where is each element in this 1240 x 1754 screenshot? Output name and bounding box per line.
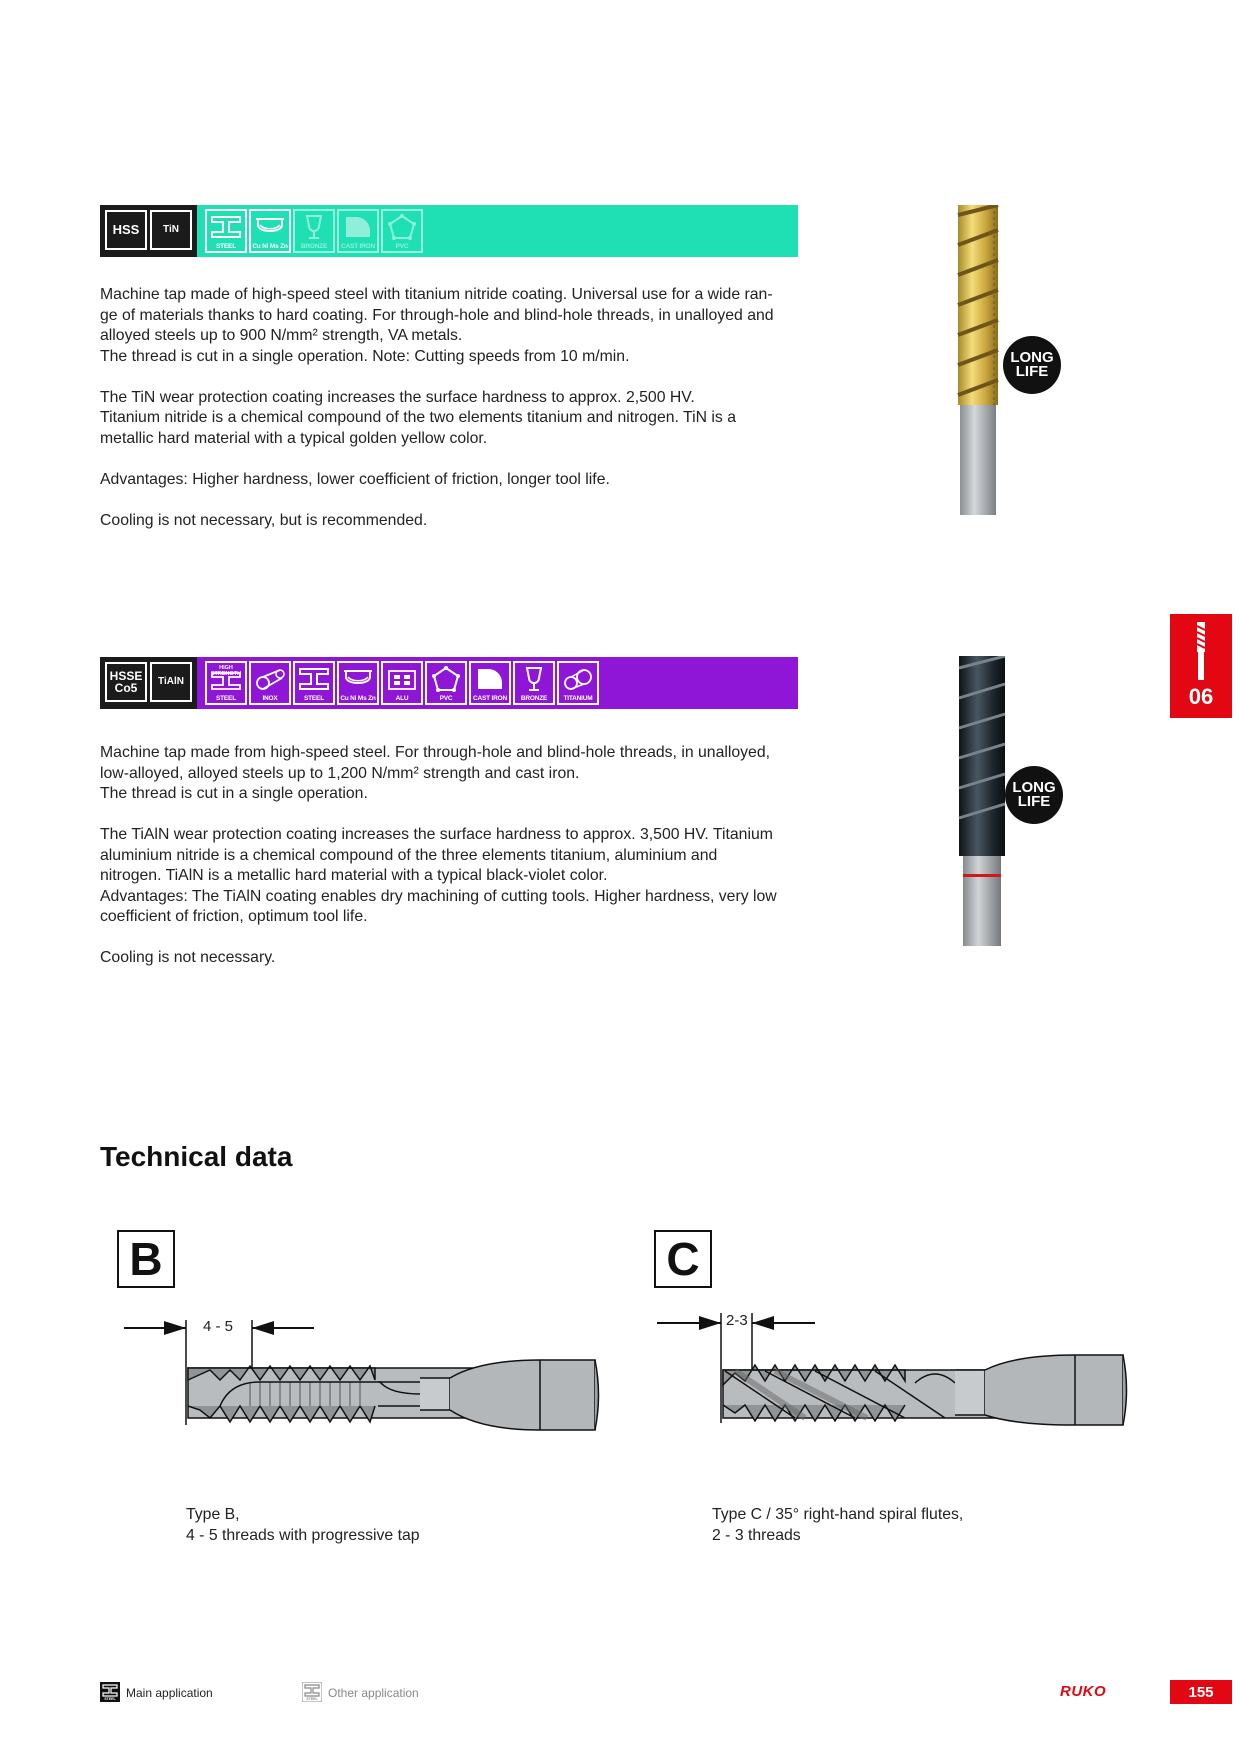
material-box-coating-tin: TiN — [150, 210, 192, 250]
alu-profile-icon: ALU — [381, 661, 423, 705]
chapter-number: 06 — [1188, 684, 1214, 709]
page-number: 155 — [1170, 1680, 1232, 1704]
type-b-tap-drawing — [120, 1310, 610, 1470]
product-banner-hss-tin — [100, 205, 798, 257]
inox-tubes-icon: INOX — [249, 661, 291, 705]
dimension-label-c: 2-3 — [726, 1312, 748, 1329]
type-b-caption: Type B, 4 - 5 threads with progressive tap — [186, 1506, 420, 1544]
product-description-hss-tin: Machine tap made of high-speed steel with titanium nitride coating. Universal use for a wide ran- ge of materials thanks to hard coating. For through-hole and blind-hole threads, in unalloyed and alloyed steels up to 900 N/mm² strength, VA metals. The thread is cut in a single operation. Note: Cutting speeds from 10 m/min. The TiN wear protection coating increases the surface hardness to approx. 2,500 HV. Titanium nitride is a chemical compound of the two elements titanium and nitrogen. TiN is a metallic hard material with a typical golden yellow color. Advantages: Higher hardness, lower coefficient of friction, longer tool life. Cooling is not necessary, but is recommended. — [100, 286, 774, 529]
tialn-machine-tap-image — [953, 656, 1013, 946]
drill-tap-icon — [1192, 622, 1210, 680]
cast-iron-icon: CAST IRON — [337, 209, 379, 253]
steel-beam-icon: STEEL — [205, 209, 247, 253]
tin-machine-tap-image — [950, 205, 1006, 515]
main-application-legend — [100, 1682, 120, 1702]
material-icon-strip — [197, 205, 798, 257]
material-box-coating-tialn: TiAlN — [150, 662, 192, 702]
dimension-label-b: 4 - 5 — [203, 1318, 234, 1335]
pvc-pentagon-icon: PVC — [425, 661, 467, 705]
material-icon-strip — [197, 657, 798, 709]
section-title-technical-data: Technical data — [100, 1141, 293, 1172]
type-label-b: B — [117, 1230, 175, 1288]
steel-beam-icon: STEEL — [293, 661, 335, 705]
chapter-tab[interactable] — [1170, 614, 1232, 718]
high-strength-label: HIGH STRENGTH — [210, 665, 242, 677]
pvc-pentagon-icon: PVC — [381, 209, 423, 253]
legend-icon-caption: STEEL — [104, 1697, 116, 1701]
material-box-hss: HSS — [105, 210, 147, 250]
product-description-hsse-tialn: Machine tap made from high-speed steel. For through-hole and blind-hole threads, in unalloyed, low-alloyed, alloyed steels up to 1,200 N/mm² strength and cast iron. The thread is cut in a single operation. The TiAlN wear protection coating increases the surface hardness to approx. 3,500 HV. Titanium aluminium nitride is a chemical compound of the three elements titanium, aluminium and nitrogen. TiAlN is a metallic hard material with a typical black-violet color. Advantages: The TiAlN coating enables dry machining of cutting tools. Higher hardness, very low coefficient of friction, optimum tool life. Cooling is not necessary. — [100, 744, 777, 966]
cast-iron-icon: CAST IRON — [469, 661, 511, 705]
type-c-caption: Type C / 35° right-hand spiral flutes, 2 - 3 threads — [712, 1506, 964, 1544]
type-c-tap-drawing — [655, 1305, 1135, 1465]
brand-logo: RUKO — [1060, 1683, 1107, 1700]
main-application-label: Main application — [126, 1686, 213, 1700]
type-label-c: C — [654, 1230, 712, 1288]
long-life-badge: LONG LIFE — [1005, 766, 1063, 824]
material-box-hsse-co5: HSSE Co5 — [105, 662, 147, 702]
other-application-label: Other application — [328, 1686, 419, 1700]
bronze-cup-icon: BRONZE — [513, 661, 555, 705]
bronze-cup-icon: BRONZE — [293, 209, 335, 253]
metal-profile-icon: Cu Ni Ms Zn — [337, 661, 379, 705]
titanium-tubes-icon: TITANIUM — [557, 661, 599, 705]
long-life-badge: LONG LIFE — [1003, 336, 1061, 394]
product-banner-hsse-tialn — [100, 657, 798, 709]
other-application-legend — [302, 1682, 322, 1702]
high-strength-steel-icon: HIGH STRENGTH STEEL — [205, 661, 247, 705]
metal-profile-icon: Cu Ni Ms Zn — [249, 209, 291, 253]
legend-icon-caption: STEEL — [306, 1697, 318, 1701]
